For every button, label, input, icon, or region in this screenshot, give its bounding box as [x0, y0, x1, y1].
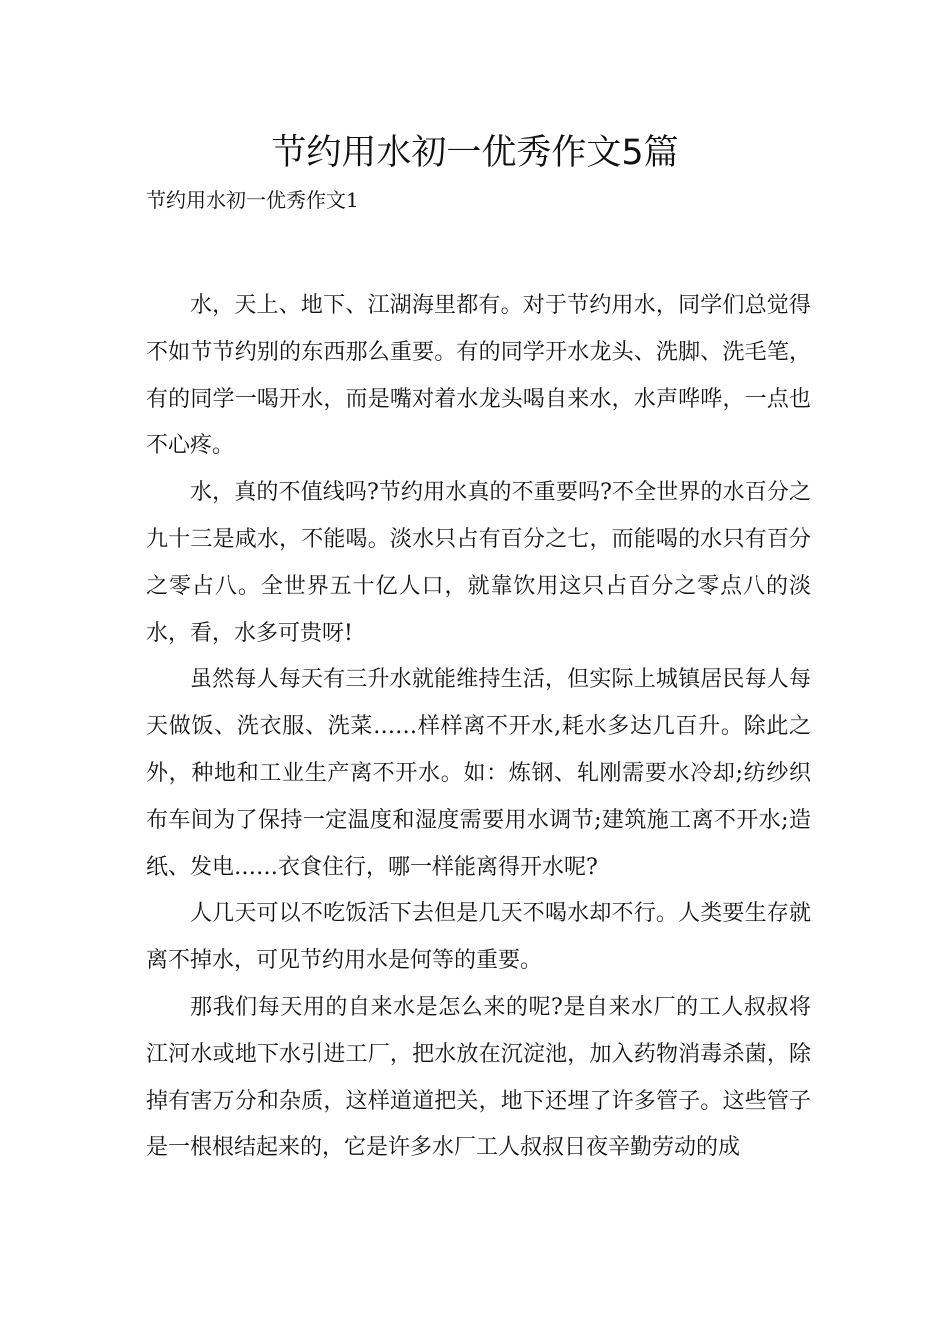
essay-body — [146, 283, 811, 1172]
paragraph-1: 水，天上、地下、江湖海里都有。对于节约用水，同学们总觉得不如节节约别的东西那么重要。有的同学开水龙头、洗脚、洗毛笔，有的同学一喝开水，而是嘴对着水龙头喝自来水，水声哗哗，一点也不心疼。 — [146, 293, 811, 459]
paragraph-3: 虽然每人每天有三升水就能维持生活，但实际上城镇居民每人每天做饭、洗衣服、洗菜……样样离不开水,耗水多达几百升。除此之外，种地和工业生产离不开水。如：炼钢、轧刚需要水冷却;纺纱织布车间为了保持一定温度和湿度需要用水调节;建筑施工离不开水;造纸、发电……衣食住行，哪一样能离得开水呢? — [146, 667, 811, 880]
paragraph-2: 水，真的不值线吗?节约用水真的不重要吗?不全世界的水百分之九十三是咸水，不能喝。淡水只占有百分之七，而能喝的水只有百分之零占八。全世界五十亿人口，就靠饮用这只占百分之零点八的淡水，看，水多可贵呀! — [146, 480, 811, 646]
paragraph-5: 那我们每天用的自来水是怎么来的呢?是自来水厂的工人叔叔将江河水或地下水引进工厂，把水放在沉淀池，加入药物消毒杀菌，除掉有害万分和杂质，这样道道把关，地下还埋了许多管子。这些管子是一根根结起来的，它是许多水厂工人叔叔日夜辛勤劳动的成 — [146, 994, 811, 1161]
document-title: 节约用水初一优秀作文5篇 — [271, 133, 679, 173]
paragraph-4: 人几天可以不吃饭活下去但是几天不喝水却不行。人类要生存就离不掉水，可见节约用水是何等的重要。 — [146, 901, 811, 974]
section-heading: 节约用水初一优秀作文1 — [146, 188, 359, 212]
